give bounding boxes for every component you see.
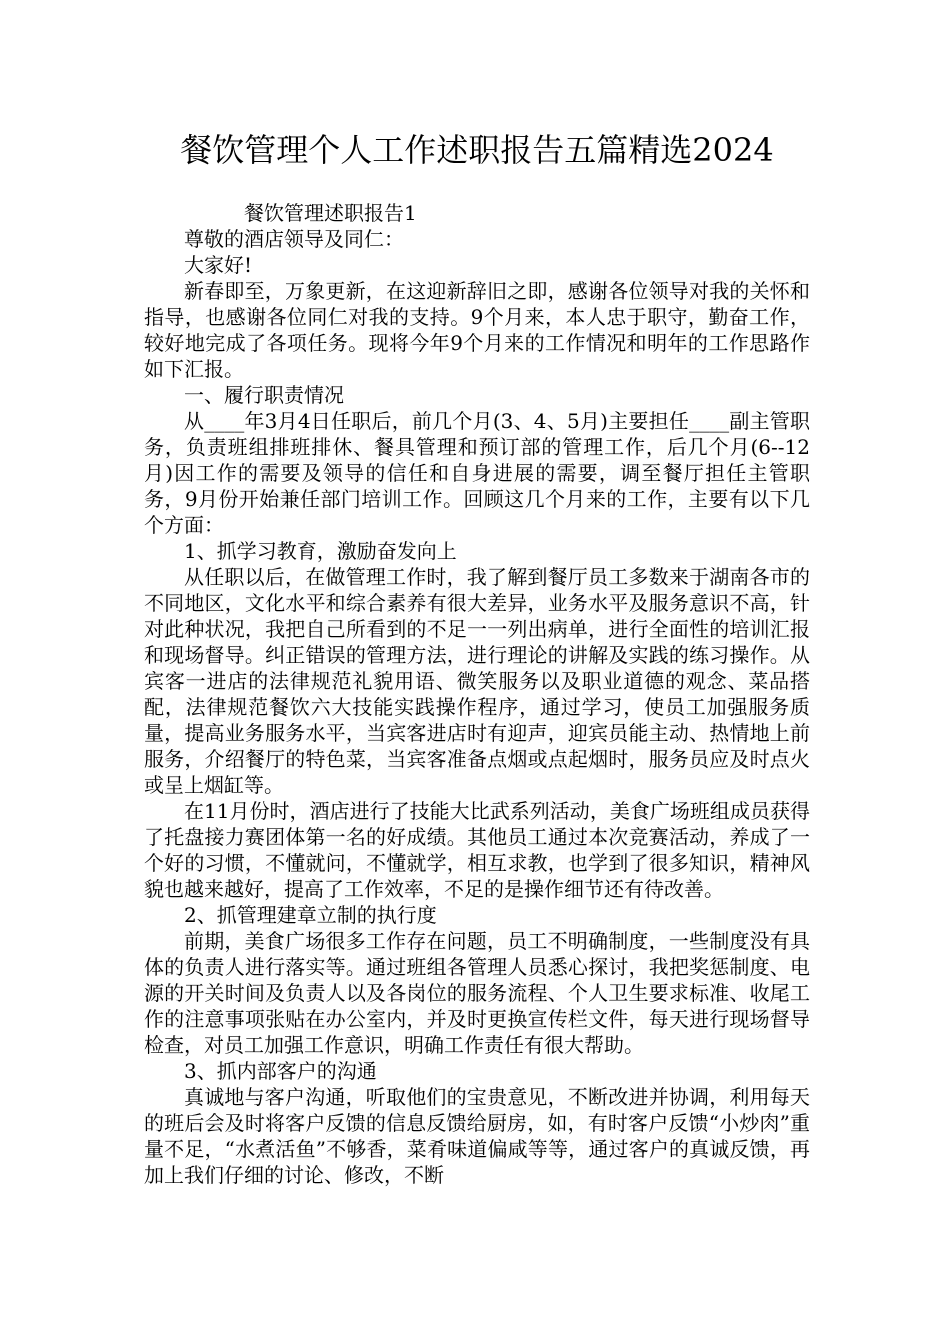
paragraph: 从任职以后，在做管理工作时，我了解到餐厅员工多数来于湖南各市的不同地区，文化水平和综合素养有很大差异，业务水平及服务意识不高，针对此种状况，我把自己所看到的不足一一列出病单，进行全面性的培训汇报和现场督导。纠正错误的管理方法，进行理论的讲解及实践的练习操作。从宾客一进店的法律规范礼貌用语、微笑服务以及职业道德的观念、菜品搭配，法律规范餐饮六大技能实践操作程序，通过学习，使员工加强服务质量，提高业务服务水平，当宾客进店时有迎声，迎宾员能主动、热情地上前服务，介绍餐厅的特色菜，当宾客准备点烟或点起烟时，服务员应及时点火或呈上烟缸等。	[144, 565, 810, 797]
section-heading: 1、抓学习教育，激励奋发向上	[184, 539, 457, 563]
greeting: 大家好!	[184, 253, 253, 277]
paragraph: 真诚地与客户沟通，听取他们的宝贵意见，不断改进并协调，利用每天的班后会及时将客户反馈的信息反馈给厨房，如，有时客户反馈“小炒肉”重量不足，“水煮活鱼”不够香，菜肴味道偏咸等等，通过客户的真诚反馈，再加上我们仔细的讨论、修改，不断	[144, 1085, 810, 1187]
document-body	[144, 200, 810, 1188]
paragraph: 前期，美食广场很多工作存在问题，员工不明确制度，一些制度没有具体的负责人进行落实等。通过班组各管理人员悉心探讨，我把奖惩制度、电源的开关时间及负责人以及各岗位的服务流程、个人卫生要求标准、收尾工作的注意事项张贴在办公室内，并及时更换宣传栏文件，每天进行现场督导检查，对员工加强工作意识，明确工作责任有很大帮助。	[144, 929, 810, 1057]
paragraph: 新春即至，万象更新，在这迎新辞旧之即，感谢各位领导对我的关怀和指导，也感谢各位同仁对我的支持。9个月来，本人忠于职守，勤奋工作，较好地完成了各项任务。现将今年9个月来的工作情况和明年的工作思路作如下汇报。	[144, 279, 810, 381]
paragraph: 从____年3月4日任职后，前几个月(3、4、5月)主要担任____副主管职务，负责班组排班排休、餐具管理和预订部的管理工作，后几个月(6--12月)因工作的需要及领导的信任和自身进展的需要，调至餐厅担任主管职务，9月份开始兼任部门培训工作。回顾这几个月来的工作，主要有以下几个方面：	[144, 409, 810, 537]
document-page	[144, 0, 810, 1188]
document-title: 餐饮管理个人工作述职报告五篇精选2024	[180, 131, 774, 169]
paragraph: 在11月份时，酒店进行了技能大比武系列活动，美食广场班组成员获得了托盘接力赛团体第一名的好成绩。其他员工通过本次竞赛活动，养成了一个好的习惯，不懂就问，不懂就学，相互求教，也学到了很多知识，精神风貌也越来越好，提高了工作效率，不足的是操作细节还有待改善。	[144, 799, 810, 901]
section-heading: 3、抓内部客户的沟通	[184, 1059, 377, 1083]
section-heading: 2、抓管理建章立制的执行度	[184, 903, 437, 927]
report-subtitle: 餐饮管理述职报告1	[244, 201, 417, 225]
section-heading: 一、履行职责情况	[184, 383, 344, 407]
salutation: 尊敬的酒店领导及同仁：	[184, 227, 404, 251]
